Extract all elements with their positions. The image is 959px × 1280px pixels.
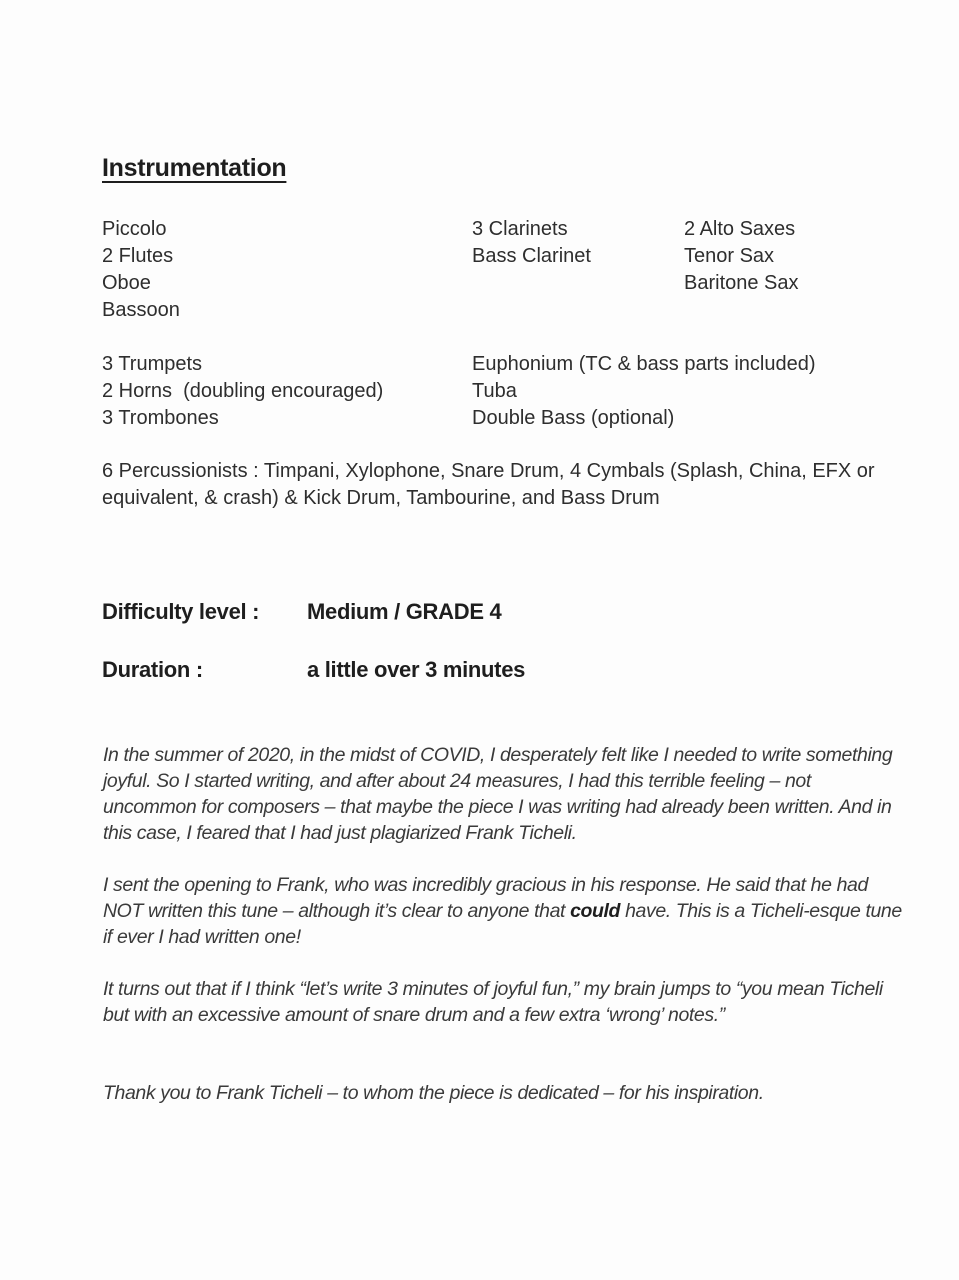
instrument-item: Bassoon bbox=[102, 299, 180, 321]
instrument-item: Euphonium (TC & bass parts included) bbox=[472, 353, 816, 375]
emphasis-could: could bbox=[570, 900, 621, 922]
program-note-paragraph-4: Thank you to Frank Ticheli – to whom the piece is dedicated – for his inspiration. bbox=[103, 1082, 764, 1104]
instrument-item: 3 Trombones bbox=[102, 407, 219, 429]
instrument-item: 2 Flutes bbox=[102, 245, 174, 267]
instrument-item: 3 Trumpets bbox=[102, 353, 203, 375]
note-text: I sent the opening to Frank, who was incredibly gracious in his response. He said that he had NOT written this tune – although it’s clear to anyone that bbox=[103, 874, 868, 922]
percussion-list: 6 Percussionists : Timpani, Xylophone, Snare Drum, 4 Cymbals (Splash, China, EFX or equivalent, & crash) & Kick Drum, Tambourine, and Bass Drum bbox=[102, 460, 875, 509]
instrument-item: Tenor Sax bbox=[684, 245, 775, 267]
woodwinds-column-1 bbox=[102, 216, 180, 324]
brass-column-2 bbox=[472, 351, 816, 432]
instrument-item: Piccolo bbox=[102, 218, 167, 240]
difficulty-label: Difficulty level : bbox=[102, 599, 260, 624]
instrument-item: Oboe bbox=[102, 272, 151, 294]
woodwinds-column-2 bbox=[472, 216, 591, 270]
program-note-paragraph-3: It turns out that if I think “let’s write 3 minutes of joyful fun,” my brain jumps to “you mean Ticheli but with an excessive amount of snare drum and a few extra ‘wrong’ notes.” bbox=[103, 978, 883, 1026]
instrument-item: Baritone Sax bbox=[684, 272, 799, 294]
program-note-paragraph-1: In the summer of 2020, in the midst of COVID, I desperately felt like I needed to write something joyful. So I started writing, and after about 24 measures, I had this terrible feeling – not uncommon for composers – that maybe the piece I was writing had already been written. And in this case, I feared that I had just plagiarized Frank Ticheli. bbox=[103, 744, 893, 844]
note-text: have. This is a Ticheli-esque tune if ever I had written one! bbox=[103, 900, 902, 948]
program-note-paragraph-2 bbox=[103, 872, 903, 950]
difficulty-value: Medium / GRADE 4 bbox=[307, 599, 502, 624]
instrument-item: Double Bass (optional) bbox=[472, 407, 675, 429]
instrument-item: 2 Alto Saxes bbox=[684, 218, 796, 240]
duration-value: a little over 3 minutes bbox=[307, 657, 526, 682]
instrumentation-heading: Instrumentation bbox=[102, 154, 287, 182]
woodwinds-column-3 bbox=[684, 216, 799, 297]
brass-column-1 bbox=[102, 351, 383, 432]
instrument-item: 2 Horns (doubling encouraged) bbox=[102, 380, 384, 402]
instrument-item: 3 Clarinets bbox=[472, 218, 568, 240]
instrument-item: Tuba bbox=[472, 380, 517, 402]
instrument-item: Bass Clarinet bbox=[472, 245, 591, 267]
duration-label: Duration : bbox=[102, 657, 203, 682]
